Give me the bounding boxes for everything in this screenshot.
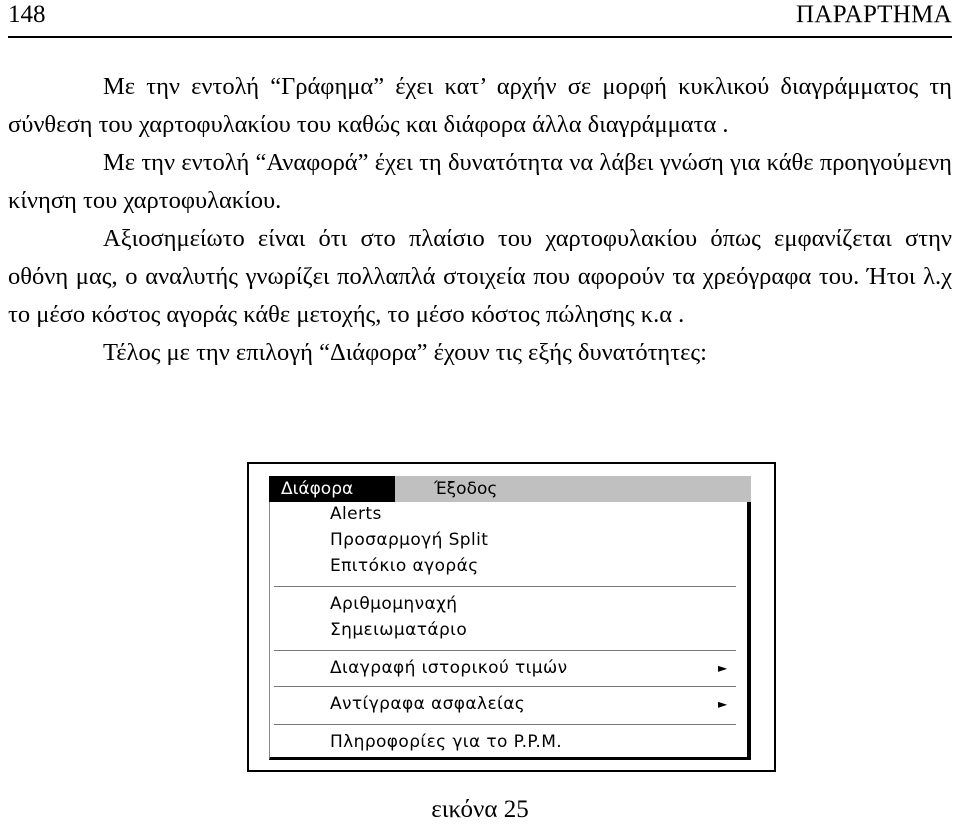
menu-item-alerts[interactable]: Alerts bbox=[330, 504, 382, 524]
submenu-arrow-icon: ► bbox=[718, 661, 728, 675]
misc-dropdown-menu bbox=[269, 502, 751, 760]
paragraph-report: Με την εντολή “Αναφορά” έχει τη δυνατότητα να λάβει γνώση για κάθε προηγούμενη κίνηση του χαρτοφυλακίου. bbox=[8, 149, 952, 214]
paragraph-misc: Τέλος με την επιλογή “Διάφορα” έχουν τις εξής δυνατότητες: bbox=[103, 339, 707, 366]
menu-item-split-adjust[interactable]: Προσαρμογή Split bbox=[330, 530, 489, 550]
menu-exit[interactable]: Έξοδος bbox=[434, 479, 498, 499]
menu-separator bbox=[274, 686, 736, 687]
submenu-arrow-icon: ► bbox=[718, 697, 728, 711]
menu-item-backups[interactable]: Αντίγραφα ασφαλείας bbox=[330, 694, 526, 714]
body-text bbox=[8, 68, 952, 372]
menu-item-calculator[interactable]: Αριθμομηναχή bbox=[330, 594, 458, 614]
paragraph-portfolio: Αξιοσημείωτο είναι ότι στο πλαίσιο του χαρτοφυλακίου όπως εμφανίζεται στην οθόνη μας, ο αναλυτής γνωρίζει πολλαπλά στοιχεία που αφορούν τα χρεόγραφα του. Ήτοι λ.χ το μέσο κόστος αγοράς κάθε μετοχής, το μέσο κόστος πώλησης κ.α . bbox=[8, 225, 952, 328]
paragraph-chart: Με την εντολή “Γράφημα” έχει κατ’ αρχήν σε μορφή κυκλικού διαγράμματος τη σύνθεση του χαρτοφυλακίου του καθώς και διάφορα άλλα διαγράμματα . bbox=[8, 73, 952, 138]
menu-separator bbox=[274, 586, 736, 587]
figure-caption: εικόνα 25 bbox=[431, 796, 529, 823]
menu-bar bbox=[269, 476, 751, 502]
menu-separator bbox=[274, 724, 736, 725]
menu-item-notepad[interactable]: Σημειωματάριο bbox=[330, 620, 468, 640]
menu-item-interest-rate[interactable]: Επιτόκιο αγοράς bbox=[330, 556, 479, 576]
menu-item-delete-price-history[interactable]: Διαγραφή ιστορικού τιμών bbox=[330, 658, 568, 678]
page-number: 148 bbox=[8, 1, 46, 28]
menu-screenshot-figure bbox=[247, 462, 776, 772]
menu-misc[interactable]: Διάφορα bbox=[269, 476, 395, 502]
page-header bbox=[8, 0, 952, 38]
menu-separator bbox=[274, 650, 736, 651]
menu-item-about[interactable]: Πληροφορίες για το P.P.M. bbox=[330, 732, 563, 752]
running-title: ΠΑΡΑΡΤΗΜΑ bbox=[795, 1, 952, 28]
